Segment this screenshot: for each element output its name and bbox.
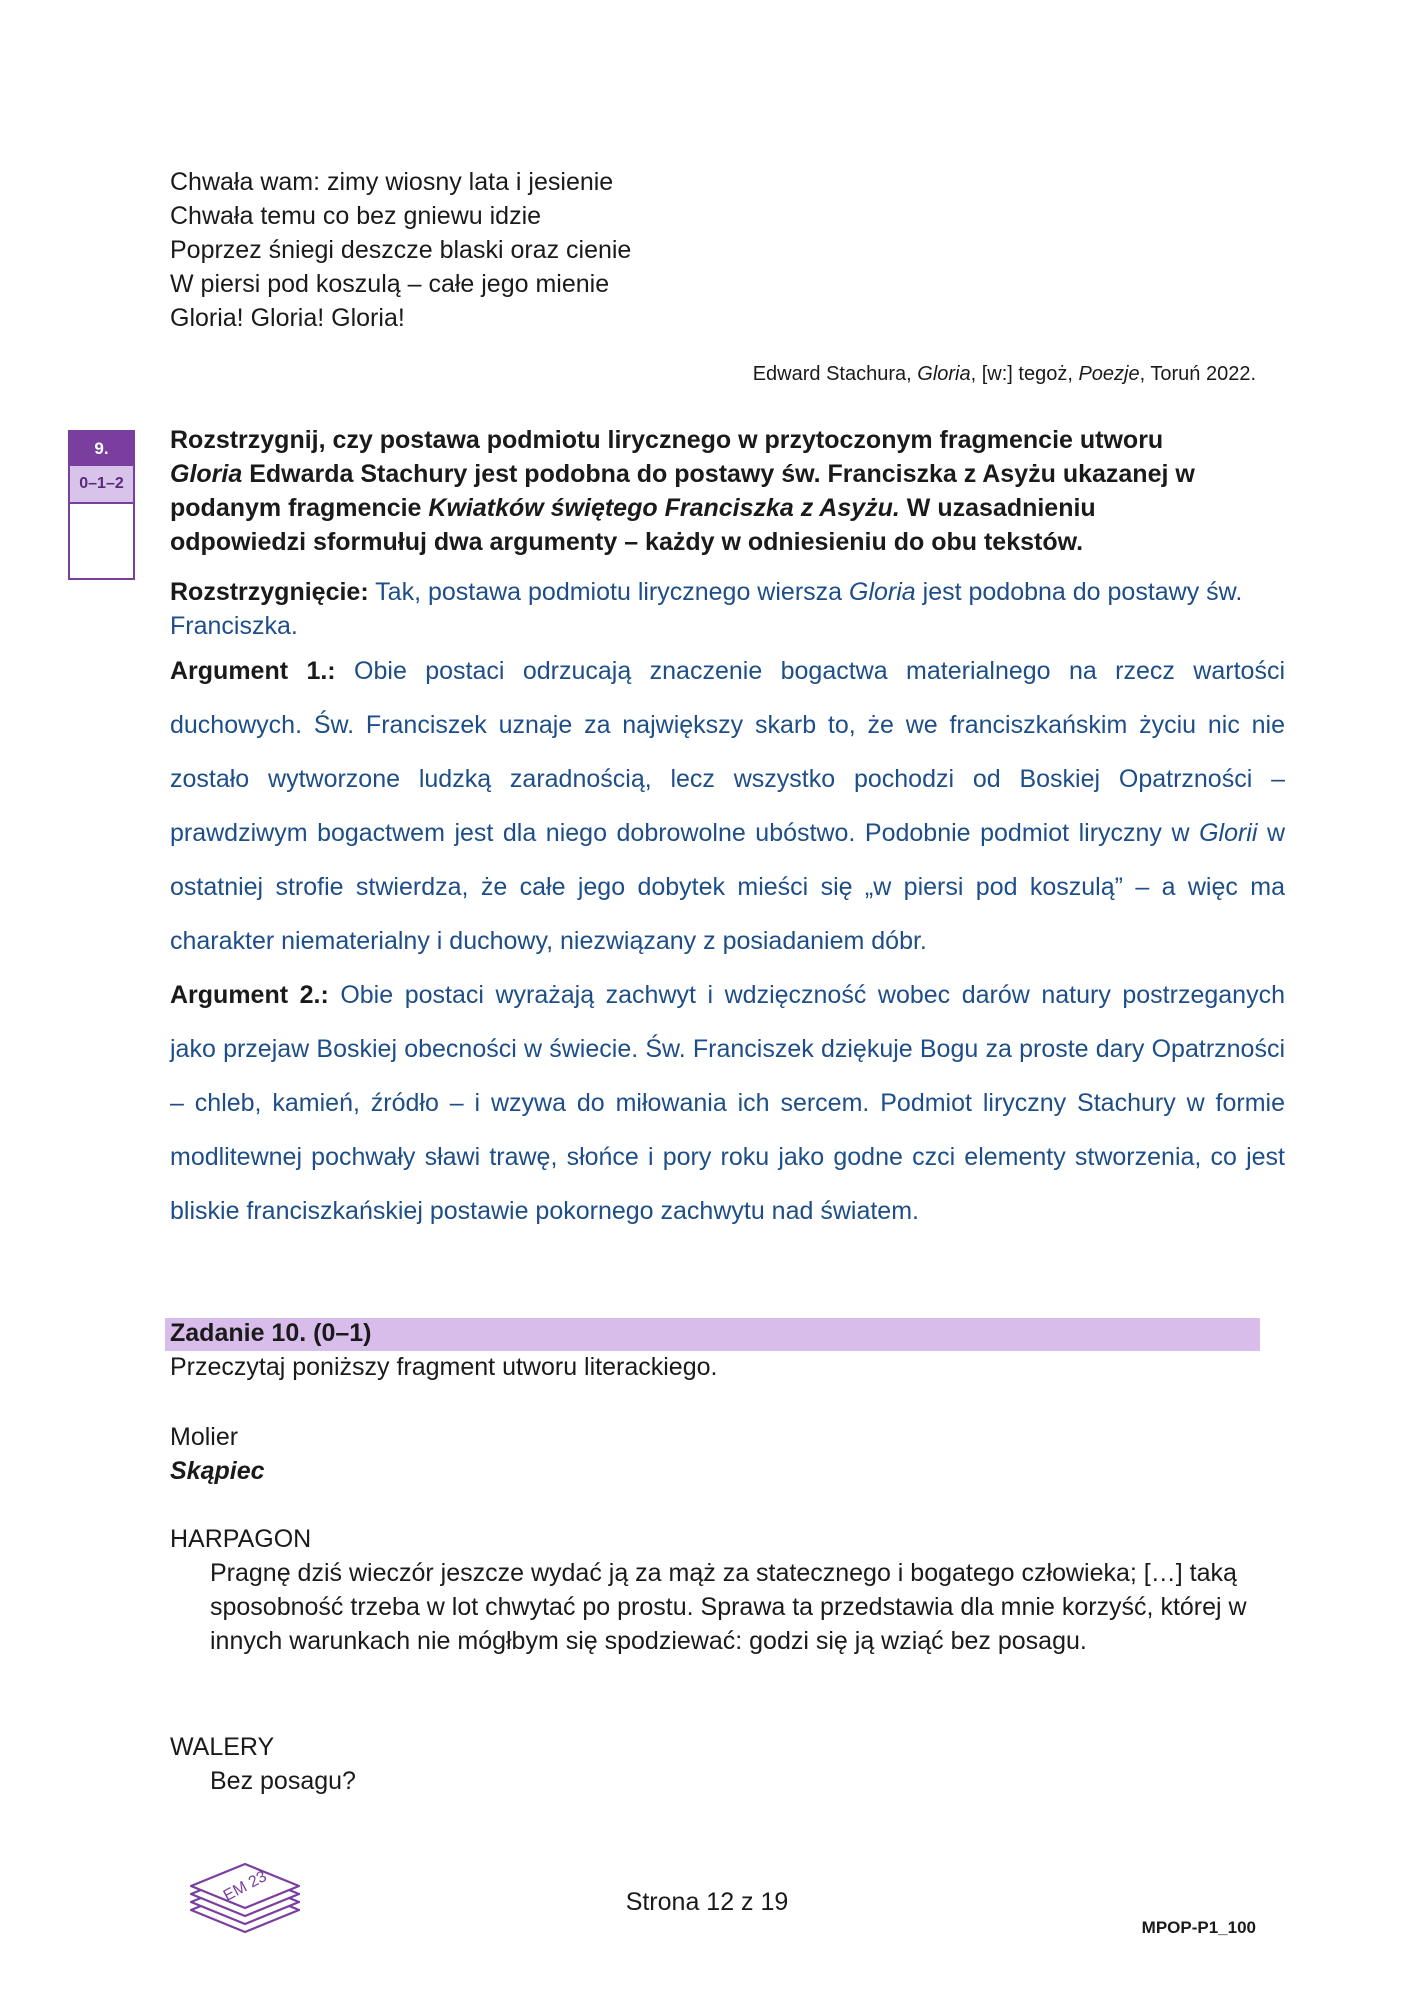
argument-1 (170, 644, 1285, 968)
task-10-title: Zadanie 10. (0–1) (170, 1319, 372, 1347)
argument-1-text: w ostatniej strofie stwierdza, że całe jego dobytek mieści się „w piersi pod koszulą” – a więc ma charakter niematerialny i duchowy, niezwiązany z posiadaniem dóbr. (170, 819, 1286, 955)
argument-2-text: Obie postaci wyrażają zachwyt i wdzięczność wobec darów natury postrzeganych jako przejaw Boskiej obecności w świecie. Św. Franciszek dziękuje Bogu za proste dary Opatrzności – chleb, kamień, źródło – i wzywa do miłowania ich sercem. Podmiot liryczny Stachury w formie modlitewnej pochwały sławi trawę, słońce i pory roku jako godne czci elementy stworzenia, co jest bliskie franciszkańskiej postawie pokornego zachwytu nad światem. (170, 981, 1285, 1225)
poem-line: Chwała wam: zimy wiosny lata i jesienie (170, 168, 614, 196)
question-title-gloria: Gloria (170, 460, 243, 488)
question-part: W uzasadnieniu odpowiedzi sformułuj dwa argumenty – każdy w odniesieniu do obu tekstów. (170, 494, 1096, 556)
poem-citation (753, 360, 1256, 388)
argument-1-label: Argument 1.: (170, 657, 336, 685)
citation-author: Edward Stachura, (752, 363, 912, 385)
task-number: 9. (70, 432, 133, 466)
poem-line: Chwała temu co bez gniewu idzie (170, 202, 542, 230)
speech-walery: Bez posagu? (210, 1767, 356, 1795)
question-title-kwiatki: Kwiatków świętego Franciszka z Asyżu. (428, 494, 900, 522)
speaker-walery: WALERY (170, 1733, 275, 1761)
poem-line: Gloria! Gloria! Gloria! (170, 304, 405, 332)
question-text (170, 423, 1230, 559)
question-part: Rozstrzygnij, czy postawa podmiotu lirycznego w przytoczonym fragmencie utworu (170, 426, 1164, 454)
resolution-text: Tak, postawa podmiotu lirycznego wiersza (368, 578, 849, 606)
score-range: 0–1–2 (70, 466, 133, 504)
resolution-title: Gloria (849, 578, 916, 606)
task-10-instruction: Przeczytaj poniższy fragment utworu literackiego. (170, 1353, 718, 1381)
speech-harpagon: Pragnę dziś wieczór jeszcze wydać ją za mąż za statecznego i bogatego człowieka; […] taką sposobność trzeba w lot chwytać po prostu. Sprawa ta przedstawia dla mnie korzyść, której w innych warunkach nie mógłbym się spodziewać: godzi się ją wziąć bez posagu. (210, 1559, 1247, 1655)
question-part: Edwarda Stachury jest podobna do postawy św. Franciszka z Asyżu ukazanej w podanym fragmencie (170, 460, 1195, 522)
citation-book: Poezje (1078, 363, 1140, 385)
page-number: Strona 12 z 19 (625, 1888, 789, 1916)
work-title: Skąpiec (170, 1457, 265, 1485)
speaker-harpagon: HARPAGON (170, 1525, 312, 1553)
citation-title: Gloria (917, 363, 971, 385)
argument-2 (170, 968, 1285, 1238)
argument-1-text: Obie postaci odrzucają znaczenie bogactwa materialnego na rzecz wartości duchowych. Św. Franciszek uznaje za największy skarb to, że we franciszkańskim życiu nic nie zostało wytworzone ludzką zaradnością, lecz wszystko pochodzi od Boskiej Opatrzności – prawdziwym bogactwem jest dla niego dobrowolne ubóstwo. Podobnie podmiot liryczny w (170, 657, 1285, 847)
poem-fragment (170, 165, 631, 335)
resolution-answer (170, 575, 1285, 643)
exam-code: MPOP-P1_100 (1141, 1918, 1256, 1937)
svg-text:EM 23: EM 23 (220, 1868, 270, 1905)
score-box (68, 430, 135, 580)
citation-mid: , [w:] tegoż, (970, 363, 1073, 385)
citation-end: , Toruń 2022. (1139, 363, 1256, 385)
score-field[interactable] (70, 504, 133, 578)
poem-line: W piersi pod koszulą – całe jego mienie (170, 270, 610, 298)
resolution-label: Rozstrzygnięcie: (170, 578, 369, 606)
argument-1-title: Glorii (1199, 819, 1258, 847)
work-author: Molier (170, 1423, 239, 1451)
poem-line: Poprzez śniegi deszcze blaski oraz cienie (170, 236, 632, 264)
argument-2-label: Argument 2.: (170, 981, 329, 1009)
resolution-text: jest podobna do postawy św. Franciszka. (170, 578, 1243, 640)
